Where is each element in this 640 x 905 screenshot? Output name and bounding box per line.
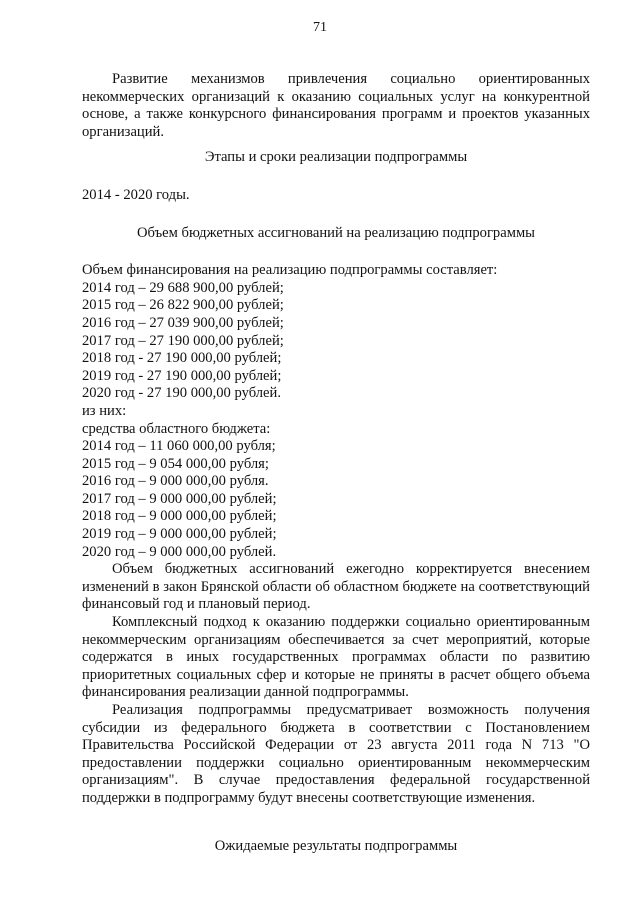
page-content [82,71,590,855]
budget-total-line: 2017 год – 27 190 000,00 рублей; [82,332,284,349]
regional-budget-line: 2015 год – 9 054 000,00 рубля; [82,455,269,472]
terms-text: 2014 - 2020 годы. [82,186,190,203]
regional-budget-line: 2016 год – 9 000 000,00 рубля. [82,473,269,490]
budget-lead: Объем финансирования на реализацию подпрограммы составляет: [82,262,498,279]
terms-heading: Этапы и сроки реализации подпрограммы [204,149,468,166]
regional-budget-line: 2020 год – 9 000 000,00 рублей. [82,543,277,560]
budget-total-line: 2019 год - 27 190 000,00 рублей; [82,367,282,384]
of-which-label: из них: [82,402,127,419]
intro-paragraph: Развитие механизмов привлечения социально ориентированных некоммерческих организаций к оказанию социальных услуг на конкурентной основе, а также конкурсного финансирования программ и проектов указанных организаций. [82,71,590,140]
budget-total-line: 2014 год – 29 688 900,00 рублей; [82,279,284,296]
federal-subsidy-paragraph: Реализация подпрограммы предусматривает возможность получения субсидии из федерального бюджета в соответствии с Постановлением Правительства Российской Федерации от 23 августа 2011 года N 713 "О предоставлении поддержки социально ориентированным некоммерческим организациям". В случае предоставления федеральной государственной поддержки в подпрограмму будут внесены соответствующие изменения. [82,702,590,806]
budget-total-line: 2018 год - 27 190 000,00 рублей; [82,350,282,367]
regional-budget-line: 2017 год – 9 000 000,00 рублей; [82,490,277,507]
budget-total-line: 2016 год – 27 039 900,00 рублей; [82,314,284,331]
regional-budget-line: 2018 год – 9 000 000,00 рублей; [82,508,277,525]
results-heading: Ожидаемые результаты подпрограммы [214,837,458,854]
regional-budget-line: 2019 год – 9 000 000,00 рублей; [82,526,277,543]
regional-budget-label: средства областного бюджета: [82,420,271,437]
page-number: 71 [313,20,327,35]
budget-total-line: 2015 год – 26 822 900,00 рублей; [82,297,284,314]
regional-budget-line: 2014 год – 11 060 000,00 рубля; [82,438,276,455]
budget-heading: Объем бюджетных ассигнований на реализацию подпрограммы [137,224,535,241]
budget-adjust-paragraph: Объем бюджетных ассигнований ежегодно корректируется внесением изменений в закон Брянской области об областном бюджете на соответствующий финансовый год и плановый период. [82,561,590,613]
budget-total-line: 2020 год - 27 190 000,00 рублей. [82,385,281,402]
complex-approach-paragraph: Комплексный подход к оказанию поддержки социально ориентированным некоммерческим организациям обеспечивается за счет мероприятий, которые содержатся в иных государственных программах области по развитию приоритетных социальных сфер и которые не приняты в расчет общего объема финансирования реализации данной подпрограммы. [82,614,590,701]
